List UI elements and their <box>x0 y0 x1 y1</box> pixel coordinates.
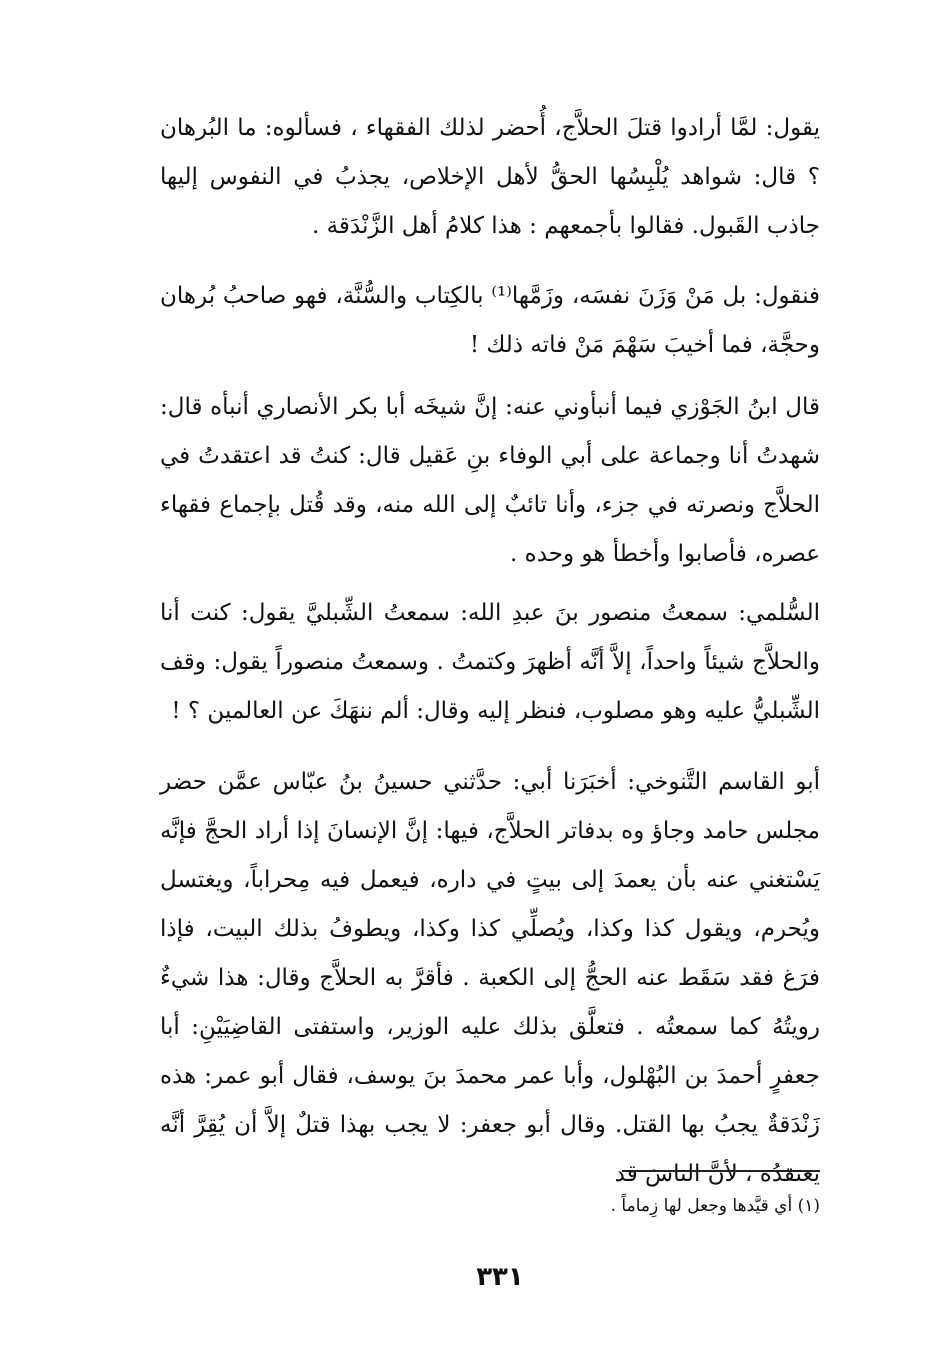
paragraph-3: قال ابنُ الجَوْزي فيما أنبأوني عنه: إنَّ شيخَه أبا بكر الأنصاري أنبأه قال: شهدتُ أنا وجماعة على أبي الوفاء بنِ عَقيل قال: كنتُ قد اعتقدتُ في الحلاَّج ونصرته في جزء، وأنا تائبٌ إلى الله منه، وقد قُتل بإجماع فقهاء عصره، فأصابوا وأخطأ هو وحده . <box>160 394 820 567</box>
page-number: ٣٣١ <box>476 1262 524 1292</box>
paragraph-4: السُّلمي: سمعتُ منصور بنَ عبدِ الله: سمعتُ الشِّبليَّ يقول: كنت أنا والحلاَّج شيئاً واحداً، إلاَّ أنَّه أظهرَ وكتمتُ . وسمعتُ منصوراً يقول: وقف الشِّبليُّ عليه وهو مصلوب، فنظر إليه وقال: ألم ننهَكَ عن العالمين ؟ ! <box>160 600 820 724</box>
footnote: (١) أي قيَّدها وجعل لها زِماماً . <box>610 1196 820 1216</box>
paragraph-1: يقول: لمَّا أرادوا قتلَ الحلاَّج، أُحضر لذلك الفقهاء ، فسألوه: ما البُرهان ؟ قال: شواهد يُلْبِسُها الحقُّ لأهل الإخلاص، يجذبُ في النفوس إليها جاذب القَبول. فقالوا بأجمعهم : هذا كلامُ أهل الزَّنْدَقة . <box>160 115 820 239</box>
paragraph-2: فنقول: بل مَنْ وَزَنَ نفسَه، وزَمَّها⁽¹⁾ بالكِتاب والسُّنَّة، فهو صاحبُ بُرهان وحجَّة، فما أخيبَ سَهْمَ مَنْ فاته ذلك ! <box>160 283 820 358</box>
paragraph-5: أبو القاسم التَّنوخي: أخبَرَنا أبي: حدَّثني حسينُ بنُ عبّاس عمَّن حضر مجلس حامد وجاؤ وه بدفاتر الحلاَّج، فيها: إنَّ الإنسانَ إذا أراد الحجَّ فإنَّه يَسْتغني عنه بأن يعمدَ إلى بيتٍ في داره، فيعمل فيه مِحراباً، ويغتسل ويُحرم، ويقول كذا وكذا، ويُصلِّي كذا وكذا، ويطوفُ بذلك البيت، فإذا فرَغ فقد سَقَط عنه الحجُّ إلى الكعبة . فأقرَّ به الحلاَّج وقال: هذا شيءٌ رويتُهُ كما سمعتُه . فتعلَّق بذلك عليه الوزير، واستفتى القاضِيَيْنِ: أبا جعفرٍ أحمدَ بن البُهْلول، وأبا عمر محمدَ بنَ يوسف، فقال أبو عمر: هذه زَنْدَقةٌ يجبُ بها القتل. وقال أبو جعفر: لا يجب بهذا قتلٌ إلاَّ أن يُقِرَّ أنَّه يعتقدُه ، لأنَّ الناسَ قد <box>160 769 820 1187</box>
footnote-separator <box>622 1170 820 1172</box>
